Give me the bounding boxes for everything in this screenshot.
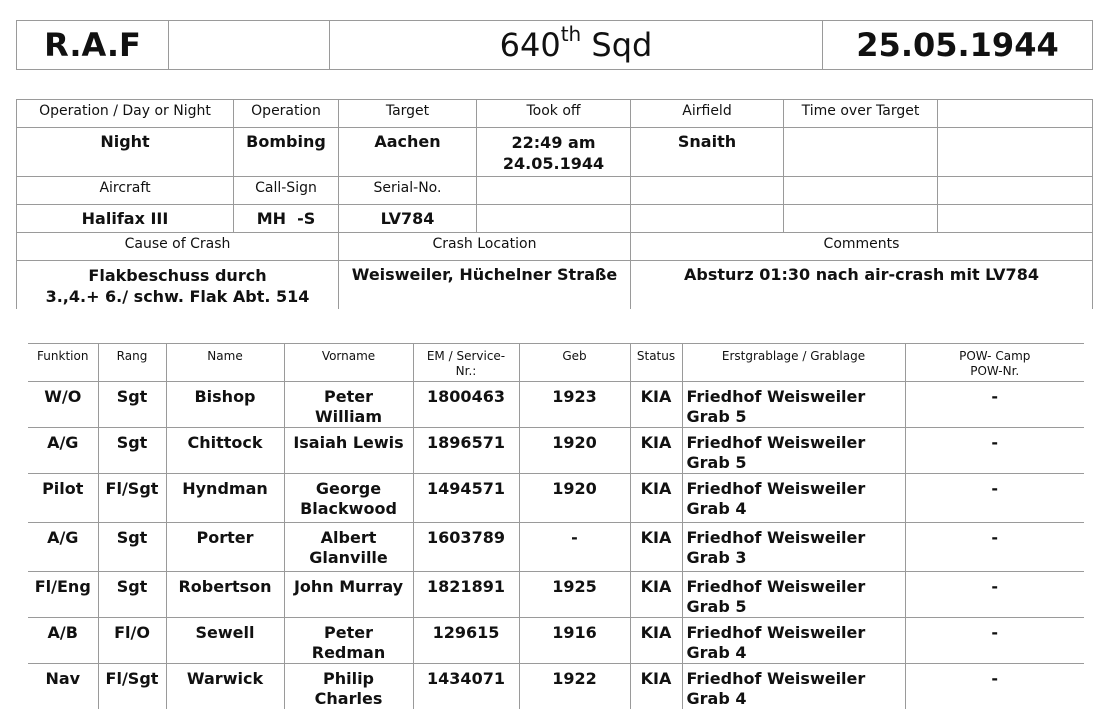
cell-rang: Sgt xyxy=(98,523,166,572)
empty-cell xyxy=(631,177,784,205)
cell-grablage: Friedhof Weisweiler Grab 5 xyxy=(682,382,905,428)
header-funktion: Funktion xyxy=(28,344,98,382)
cell-geb: 1920 xyxy=(519,474,630,523)
crew-row xyxy=(28,664,1084,709)
header-pow-line2: POW-Nr. xyxy=(910,364,1081,379)
label-comments: Comments xyxy=(631,233,1093,261)
vorname-line1: Albert xyxy=(289,528,409,548)
empty-cell xyxy=(938,177,1093,205)
cell-grablage: Friedhof Weisweiler Grab 5 xyxy=(682,572,905,618)
cell-funktion: Nav xyxy=(28,664,98,709)
cell-vorname xyxy=(284,382,413,428)
header-service-nr xyxy=(413,344,519,382)
cell-pow: - xyxy=(905,428,1084,474)
cell-rang: Sgt xyxy=(98,382,166,428)
cell-service-nr: 1896571 xyxy=(413,428,519,474)
crew-row xyxy=(28,382,1084,428)
header-pow xyxy=(905,344,1084,382)
took-off-time: 22:49 am xyxy=(481,132,626,153)
header-name: Name xyxy=(166,344,284,382)
crew-row xyxy=(28,572,1084,618)
cell-status: KIA xyxy=(630,572,682,618)
unit-label: Sqd xyxy=(591,26,652,64)
vorname-line2: Glanville xyxy=(289,548,409,568)
cell-funktion: A/G xyxy=(28,428,98,474)
vorname-line1: Isaiah Lewis xyxy=(289,433,409,453)
cell-funktion: Fl/Eng xyxy=(28,572,98,618)
empty-cell xyxy=(938,205,1093,233)
cell-funktion: W/O xyxy=(28,382,98,428)
value-time-over-target xyxy=(784,128,938,177)
cell-pow: - xyxy=(905,618,1084,664)
label-time-over-target: Time over Target xyxy=(784,100,938,128)
cell-geb: 1923 xyxy=(519,382,630,428)
cell-grablage: Friedhof Weisweiler Grab 4 xyxy=(682,618,905,664)
empty-cell xyxy=(938,100,1093,128)
header-service-nr-line2: Nr.: xyxy=(418,364,515,379)
cell-name: Hyndman xyxy=(166,474,284,523)
cell-service-nr: 1603789 xyxy=(413,523,519,572)
header-empty-cell xyxy=(169,21,330,70)
cell-geb: - xyxy=(519,523,630,572)
value-operation: Bombing xyxy=(234,128,339,177)
crew-row xyxy=(28,474,1084,523)
cell-grablage: Friedhof Weisweiler Grab 4 xyxy=(682,474,905,523)
value-aircraft: Halifax III xyxy=(17,205,234,233)
header-service-nr-line1: EM / Service- xyxy=(418,349,515,364)
cell-rang: Sgt xyxy=(98,572,166,618)
cell-vorname xyxy=(284,523,413,572)
label-call-sign: Call-Sign xyxy=(234,177,339,205)
cell-vorname xyxy=(284,572,413,618)
cell-vorname xyxy=(284,428,413,474)
squadron-code: R.A.F xyxy=(17,21,169,70)
header-pow-line1: POW- Camp xyxy=(910,349,1081,364)
value-day-night: Night xyxy=(17,128,234,177)
cell-rang: Fl/Sgt xyxy=(98,664,166,709)
cell-geb: 1916 xyxy=(519,618,630,664)
cell-name: Robertson xyxy=(166,572,284,618)
cell-grablage: Friedhof Weisweiler Grab 3 xyxy=(682,523,905,572)
label-target: Target xyxy=(339,100,477,128)
cell-geb: 1920 xyxy=(519,428,630,474)
cell-pow: - xyxy=(905,664,1084,709)
header-rang: Rang xyxy=(98,344,166,382)
cell-funktion: Pilot xyxy=(28,474,98,523)
cause-line-1: Flakbeschuss durch xyxy=(21,265,334,286)
empty-cell xyxy=(784,205,938,233)
crew-table xyxy=(28,343,1084,709)
cell-funktion: A/B xyxy=(28,618,98,664)
label-operation-day-night: Operation / Day or Night xyxy=(17,100,234,128)
cell-funktion: A/G xyxy=(28,523,98,572)
cell-pow: - xyxy=(905,572,1084,618)
unit-title xyxy=(330,21,823,70)
unit-suffix: th xyxy=(561,22,582,46)
cell-rang: Sgt xyxy=(98,428,166,474)
empty-cell xyxy=(938,128,1093,177)
cell-status: KIA xyxy=(630,618,682,664)
vorname-line1: George xyxy=(289,479,409,499)
cell-geb: 1922 xyxy=(519,664,630,709)
cell-status: KIA xyxy=(630,664,682,709)
crew-row xyxy=(28,523,1084,572)
value-airfield: Snaith xyxy=(631,128,784,177)
vorname-line2: Blackwood xyxy=(289,499,409,519)
cell-name: Porter xyxy=(166,523,284,572)
cell-status: KIA xyxy=(630,382,682,428)
cell-service-nr: 1434071 xyxy=(413,664,519,709)
cell-rang: Fl/Sgt xyxy=(98,474,166,523)
vorname-line1: Philip Charles xyxy=(289,669,409,709)
cell-pow: - xyxy=(905,474,1084,523)
value-serial-no: LV784 xyxy=(339,205,477,233)
value-took-off xyxy=(477,128,631,177)
label-serial-no: Serial-No. xyxy=(339,177,477,205)
crew-row xyxy=(28,428,1084,474)
label-cause-of-crash: Cause of Crash xyxy=(17,233,339,261)
cell-vorname xyxy=(284,474,413,523)
cell-geb: 1925 xyxy=(519,572,630,618)
value-crash-location: Weisweiler, Hüchelner Straße xyxy=(339,261,631,310)
label-airfield: Airfield xyxy=(631,100,784,128)
empty-cell xyxy=(477,205,631,233)
unit-number: 640 xyxy=(500,26,561,64)
cell-grablage: Friedhof Weisweiler Grab 5 xyxy=(682,428,905,474)
vorname-line1: Peter Redman xyxy=(289,623,409,663)
empty-cell xyxy=(477,177,631,205)
cell-pow: - xyxy=(905,382,1084,428)
label-operation: Operation xyxy=(234,100,339,128)
empty-cell xyxy=(631,205,784,233)
cell-status: KIA xyxy=(630,474,682,523)
header-table xyxy=(16,20,1093,70)
value-call-sign: MH -S xyxy=(234,205,339,233)
crew-row xyxy=(28,618,1084,664)
cell-status: KIA xyxy=(630,428,682,474)
label-aircraft: Aircraft xyxy=(17,177,234,205)
cell-vorname xyxy=(284,618,413,664)
value-comments: Absturz 01:30 nach air-crash mit LV784 xyxy=(631,261,1093,310)
cell-vorname xyxy=(284,664,413,709)
cell-name: Chittock xyxy=(166,428,284,474)
cell-service-nr: 1821891 xyxy=(413,572,519,618)
cell-name: Bishop xyxy=(166,382,284,428)
value-target: Aachen xyxy=(339,128,477,177)
vorname-line1: John Murray xyxy=(289,577,409,597)
empty-cell xyxy=(784,177,938,205)
cell-name: Sewell xyxy=(166,618,284,664)
label-crash-location: Crash Location xyxy=(339,233,631,261)
cell-rang: Fl/O xyxy=(98,618,166,664)
report-date: 25.05.1944 xyxy=(823,21,1093,70)
cell-pow: - xyxy=(905,523,1084,572)
cell-status: KIA xyxy=(630,523,682,572)
cell-name: Warwick xyxy=(166,664,284,709)
mission-table xyxy=(16,99,1093,309)
cell-grablage: Friedhof Weisweiler Grab 4 xyxy=(682,664,905,709)
cell-service-nr: 129615 xyxy=(413,618,519,664)
label-took-off: Took off xyxy=(477,100,631,128)
cause-line-2: 3.,4.+ 6./ schw. Flak Abt. 514 xyxy=(21,286,334,307)
header-status: Status xyxy=(630,344,682,382)
cell-service-nr: 1800463 xyxy=(413,382,519,428)
header-geb: Geb xyxy=(519,344,630,382)
took-off-date: 24.05.1944 xyxy=(481,153,626,174)
header-grablage: Erstgrablage / Grablage xyxy=(682,344,905,382)
cell-service-nr: 1494571 xyxy=(413,474,519,523)
vorname-line1: Peter William xyxy=(289,387,409,427)
value-cause-of-crash xyxy=(17,261,339,310)
header-vorname: Vorname xyxy=(284,344,413,382)
